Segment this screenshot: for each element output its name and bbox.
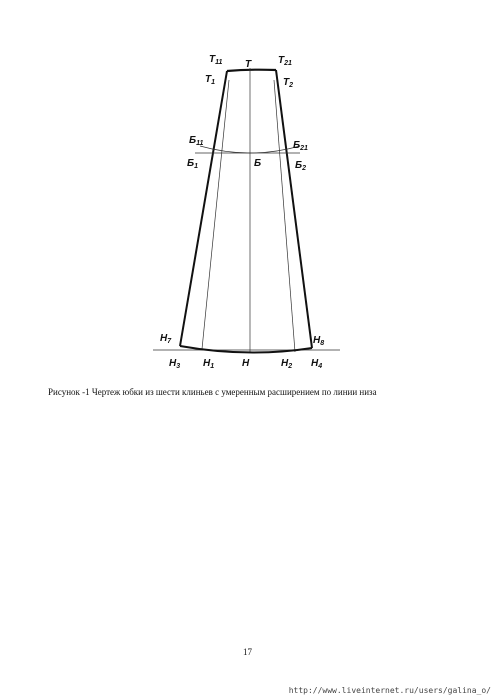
left-side-contour <box>180 71 227 346</box>
label-T: Т <box>245 59 252 70</box>
label-T2: $Т_2$ <box>283 77 294 89</box>
label-T1: $Т_1$ <box>205 74 216 86</box>
label-H2: $Н_2$ <box>281 358 293 370</box>
label-B2: $Б_2$ <box>295 160 306 172</box>
label-T21: $Т_{21}$ <box>278 55 292 67</box>
label-H3: $Н_3$ <box>169 358 181 370</box>
page-number: 17 <box>243 647 252 657</box>
label-H8: $Н_8$ <box>313 335 325 347</box>
left-inner-line <box>202 80 229 349</box>
label-H7: $Н_7$ <box>160 333 172 345</box>
label-T11: $Т_{11}$ <box>209 54 223 66</box>
waist-line <box>227 70 276 71</box>
hem-curve <box>180 346 312 353</box>
right-inner-line <box>274 80 295 352</box>
label-B11: $Б_{11}$ <box>189 135 204 147</box>
label-H1: $Н_1$ <box>203 358 215 370</box>
label-H: Н <box>242 358 250 369</box>
right-side-contour <box>276 70 312 348</box>
figure-caption: Рисунок -1 Чертеж юбки из шести клиньев с умеренным расширением по линии низа <box>48 387 377 397</box>
label-H4: $Н_4$ <box>311 358 323 370</box>
label-B1: $Б_1$ <box>187 158 198 170</box>
label-B21: $Б_{21}$ <box>293 140 308 152</box>
watermark-url: http://www.liveinternet.ru/users/galina_o/ <box>288 686 491 695</box>
label-B: Б <box>254 158 262 169</box>
